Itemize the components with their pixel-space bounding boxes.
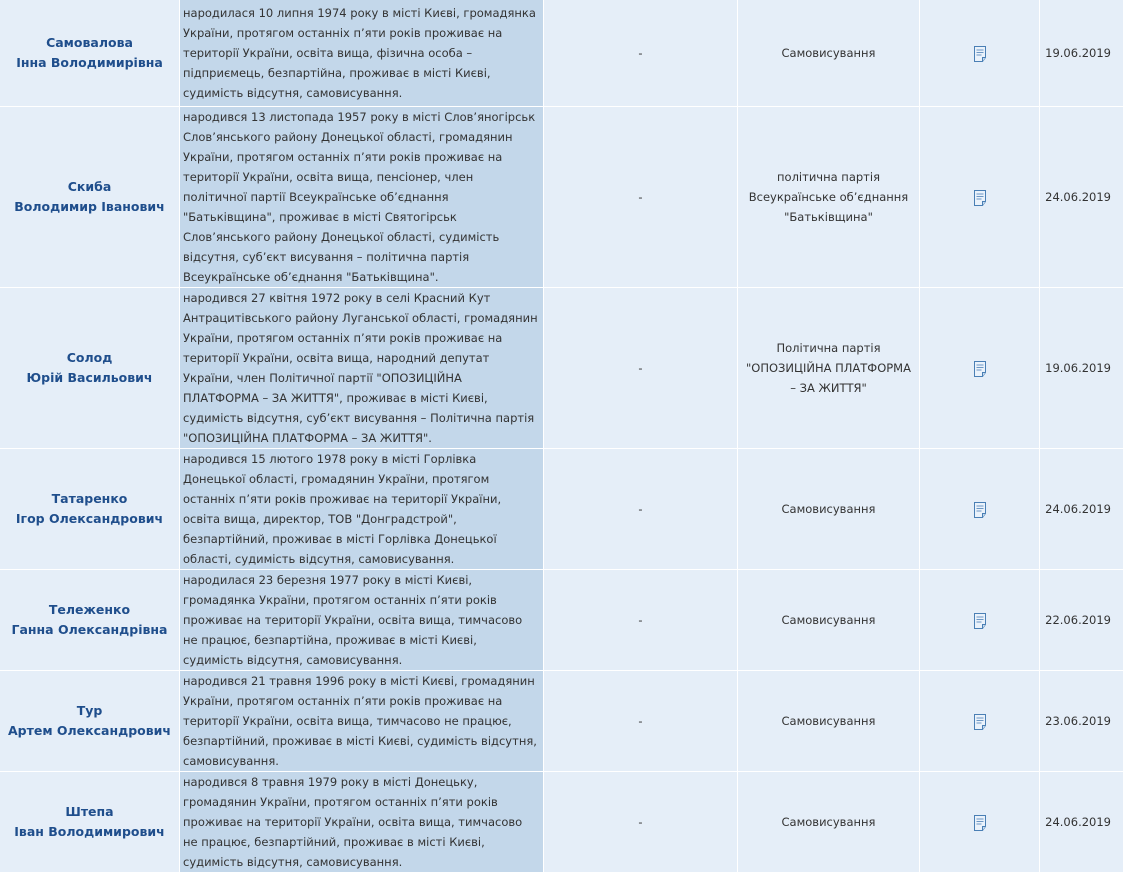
candidate-surname: Самовалова bbox=[46, 35, 133, 50]
candidate-surname: Скиба bbox=[67, 179, 112, 194]
document-icon[interactable] bbox=[971, 360, 989, 378]
document-icon[interactable] bbox=[971, 713, 989, 731]
empty-cell: - bbox=[544, 772, 737, 872]
candidate-given-names: Інна Володимирівна bbox=[16, 55, 163, 70]
registration-date: 19.06.2019 bbox=[1040, 0, 1123, 106]
table-row bbox=[0, 671, 1123, 771]
table-row bbox=[0, 449, 1123, 569]
candidate-given-names: Ігор Олександрович bbox=[15, 511, 164, 526]
registration-date: 24.06.2019 bbox=[1040, 772, 1123, 872]
registration-date: 23.06.2019 bbox=[1040, 671, 1123, 771]
candidate-given-names: Юрій Васильович bbox=[26, 370, 153, 385]
registration-date: 24.06.2019 bbox=[1040, 449, 1123, 569]
nomination-subject bbox=[738, 107, 919, 287]
document-cell[interactable] bbox=[920, 671, 1039, 771]
candidate-bio: народилася 23 березня 1977 року в місті Києві, громадянка України, протягом останніх п’яти років проживає на території України, освіта вища, тимчасово не працює, безпартійна, проживає в місті Києві, судимість відсутня, самовисування. bbox=[180, 570, 543, 670]
candidate-bio: народився 15 лютого 1978 року в місті Горлівка Донецької області, громадянин України, протягом останніх п’яти років проживає на території України, освіта вища, директор, ТОВ "Донградстрой", безпартійний, проживає в місті Горлівка Донецької області, судимість відсутня, самовисування. bbox=[180, 449, 543, 569]
document-icon[interactable] bbox=[971, 612, 989, 630]
nomination-line: "ОПОЗИЦІЙНА ПЛАТФОРМА bbox=[746, 361, 911, 375]
candidate-name bbox=[0, 449, 179, 569]
document-icon[interactable] bbox=[971, 814, 989, 832]
empty-cell: - bbox=[544, 288, 737, 448]
candidate-surname: Солод bbox=[66, 350, 113, 365]
document-cell[interactable] bbox=[920, 772, 1039, 872]
nomination-subject bbox=[738, 0, 919, 106]
candidate-name bbox=[0, 570, 179, 670]
nomination-line: Самовисування bbox=[781, 46, 876, 60]
document-cell[interactable] bbox=[920, 570, 1039, 670]
empty-cell: - bbox=[544, 671, 737, 771]
empty-cell: - bbox=[544, 107, 737, 287]
document-cell[interactable] bbox=[920, 288, 1039, 448]
empty-cell: - bbox=[544, 449, 737, 569]
nomination-line: Самовисування bbox=[781, 502, 876, 516]
nomination-line: політична партія bbox=[777, 170, 880, 184]
nomination-subject bbox=[738, 288, 919, 448]
document-icon[interactable] bbox=[971, 189, 989, 207]
candidate-name bbox=[0, 0, 179, 106]
document-icon[interactable] bbox=[971, 501, 989, 519]
nomination-line: Всеукраїнське об’єднання bbox=[748, 190, 909, 204]
document-cell[interactable] bbox=[920, 449, 1039, 569]
candidate-name bbox=[0, 107, 179, 287]
table-row bbox=[0, 107, 1123, 287]
table-row bbox=[0, 772, 1123, 872]
candidate-given-names: Артем Олександрович bbox=[7, 723, 172, 738]
candidate-surname: Тележенко bbox=[48, 602, 131, 617]
document-cell[interactable] bbox=[920, 107, 1039, 287]
candidate-surname: Тур bbox=[76, 703, 103, 718]
nomination-line: Самовисування bbox=[781, 613, 876, 627]
empty-cell: - bbox=[544, 0, 737, 106]
nomination-line: Самовисування bbox=[781, 714, 876, 728]
candidate-surname: Штепа bbox=[65, 804, 114, 819]
table-row bbox=[0, 570, 1123, 670]
candidate-bio: народився 27 квітня 1972 року в селі Красний Кут Антрацитівського району Луганської області, громадянин України, протягом останніх п’яти років проживає на території України, освіта вища, народний депутат України, член Політичної партії "ОПОЗИЦІЙНА ПЛАТФОРМА – ЗА ЖИТТЯ", проживає в місті Києві, судимість відсутня, суб’єкт висування – Політична партія "ОПОЗИЦІЙНА ПЛАТФОРМА – ЗА ЖИТТЯ". bbox=[180, 288, 543, 448]
nomination-subject bbox=[738, 671, 919, 771]
candidate-bio: народився 21 травня 1996 року в місті Києві, громадянин України, протягом останніх п’яти років проживає на території України, освіта вища, тимчасово не працює, безпартійний, проживає в місті Києві, судимість відсутня, самовисування. bbox=[180, 671, 543, 771]
candidate-bio: народилася 10 липня 1974 року в місті Києві, громадянка України, протягом останніх п’яти років проживає на території України, освіта вища, фізична особа – підприємець, безпартійна, проживає в місті Києві, судимість відсутня, самовисування. bbox=[180, 0, 543, 106]
document-cell[interactable] bbox=[920, 0, 1039, 106]
empty-cell: - bbox=[544, 570, 737, 670]
candidate-name bbox=[0, 288, 179, 448]
candidate-bio: народився 13 листопада 1957 року в місті Слов’яногірськ Слов’янського району Донецької області, громадянин України, протягом останніх п’яти років проживає на території України, освіта вища, пенсіонер, член політичної партії Всеукраїнське об’єднання "Батьківщина", проживає в місті Святогірськ Слов’янського району Донецької області, судимість відсутня, суб’єкт висування – політична партія Всеукраїнське об’єднання "Батьківщина". bbox=[180, 107, 543, 287]
nomination-line: – ЗА ЖИТТЯ" bbox=[790, 381, 867, 395]
candidate-bio: народився 8 травня 1979 року в місті Донецьку, громадянин України, протягом останніх п’яти років проживає на території України, освіта вища, тимчасово не працює, безпартійний, проживає в місті Києві, судимість відсутня, самовисування. bbox=[180, 772, 543, 872]
candidate-given-names: Іван Володимирович bbox=[14, 824, 165, 839]
nomination-subject bbox=[738, 772, 919, 872]
nomination-line: Самовисування bbox=[781, 815, 876, 829]
registration-date: 22.06.2019 bbox=[1040, 570, 1123, 670]
registration-date: 19.06.2019 bbox=[1040, 288, 1123, 448]
candidate-name bbox=[0, 772, 179, 872]
document-icon[interactable] bbox=[971, 45, 989, 63]
table-row bbox=[0, 288, 1123, 448]
candidate-name bbox=[0, 671, 179, 771]
nomination-line: "Батьківщина" bbox=[784, 210, 873, 224]
candidate-surname: Татаренко bbox=[51, 491, 128, 506]
candidate-given-names: Володимир Іванович bbox=[14, 199, 165, 214]
candidate-given-names: Ганна Олександрівна bbox=[11, 622, 168, 637]
registration-date: 24.06.2019 bbox=[1040, 107, 1123, 287]
nomination-line: Політична партія bbox=[776, 341, 881, 355]
nomination-subject bbox=[738, 449, 919, 569]
nomination-subject bbox=[738, 570, 919, 670]
table-row bbox=[0, 0, 1123, 106]
